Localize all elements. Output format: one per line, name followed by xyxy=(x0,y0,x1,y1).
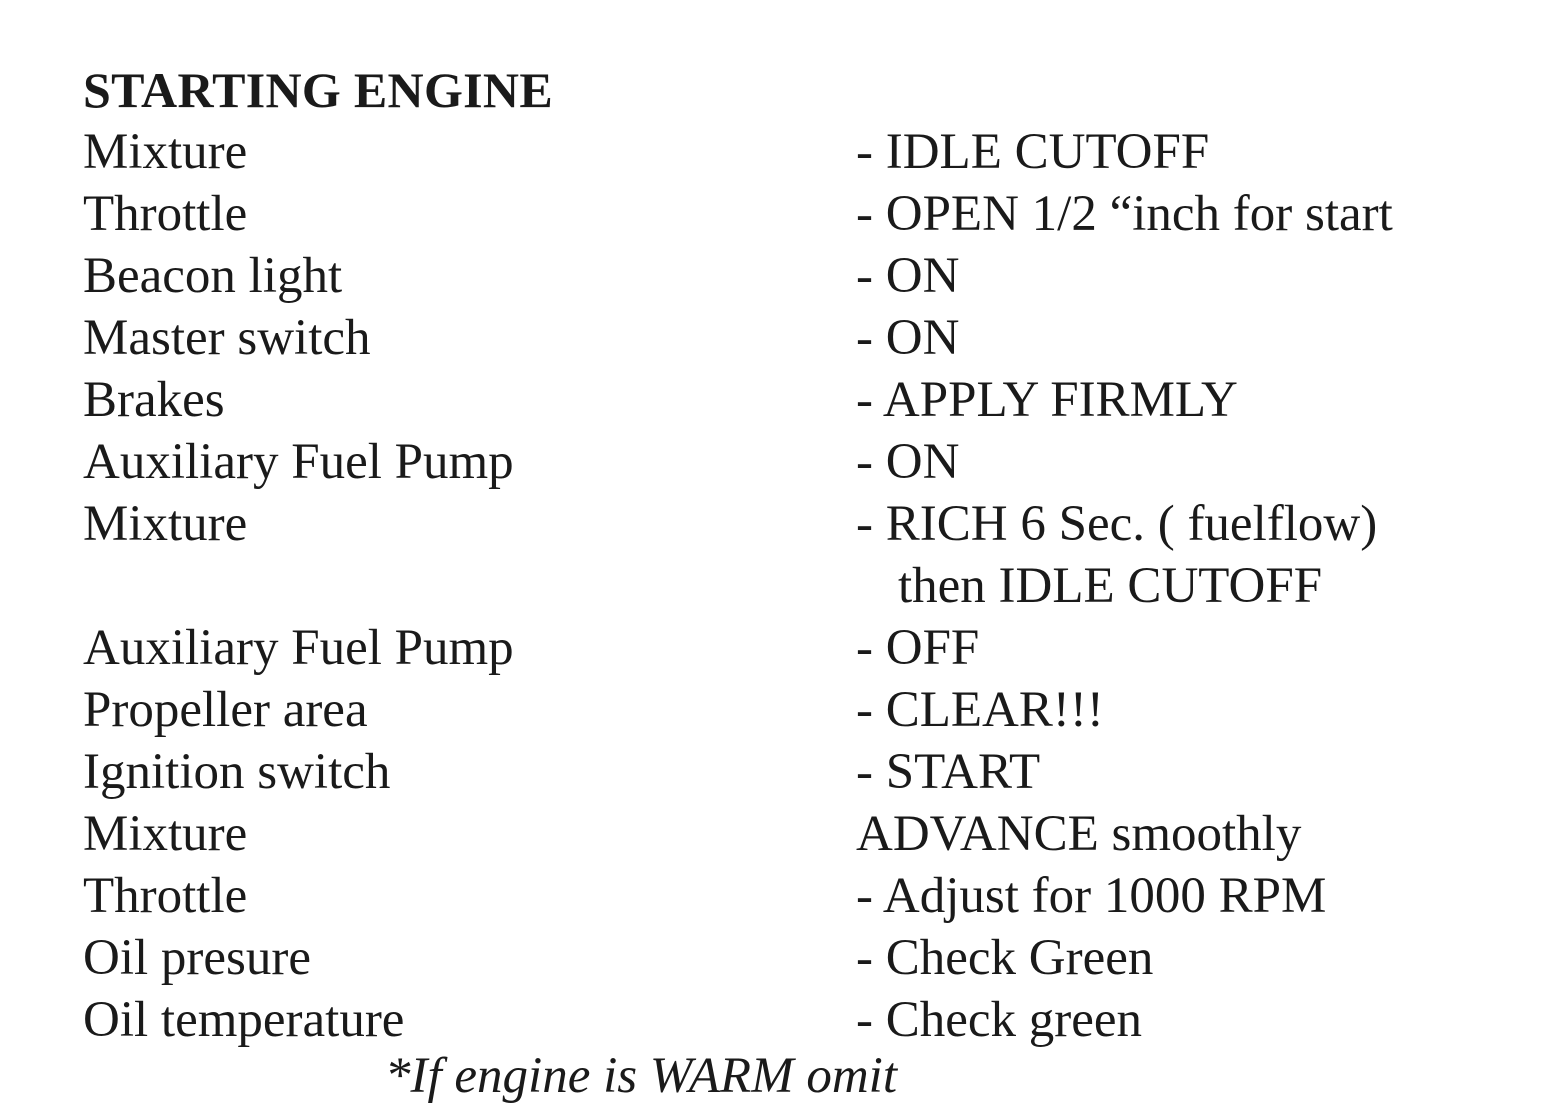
checklist-row xyxy=(83,617,1543,679)
checklist-row xyxy=(83,989,1543,1051)
checklist-row xyxy=(83,245,1543,307)
checklist-action: - ON xyxy=(856,248,960,304)
checklist-item: Auxiliary Fuel Pump xyxy=(83,434,514,490)
starting-engine-checklist xyxy=(83,121,1543,1051)
checklist-action: - OFF xyxy=(856,620,980,676)
checklist-item: Auxiliary Fuel Pump xyxy=(83,620,514,676)
checklist-action: - OPEN 1/2 “inch for start xyxy=(856,186,1393,242)
checklist-action: - APPLY FIRMLY xyxy=(856,372,1238,428)
checklist-row xyxy=(83,803,1543,865)
checklist-item: Mixture xyxy=(83,806,248,862)
checklist-row xyxy=(83,121,1543,183)
checklist-item: Mixture xyxy=(83,124,248,180)
checklist-item: Beacon light xyxy=(83,248,343,304)
checklist-row xyxy=(83,369,1543,431)
checklist-item: Oil presure xyxy=(83,930,312,986)
checklist-row xyxy=(83,679,1543,741)
checklist-action-continuation: then IDLE CUTOFF xyxy=(898,558,1323,614)
section-title: STARTING ENGINE xyxy=(83,62,553,118)
checklist-row xyxy=(83,927,1543,989)
checklist-item: Throttle xyxy=(83,186,248,242)
checklist-item: Ignition switch xyxy=(83,744,391,800)
checklist-item: Oil temperature xyxy=(83,992,405,1048)
checklist-item: Mixture xyxy=(83,496,248,552)
checklist-row xyxy=(83,493,1543,617)
checklist-item: Master switch xyxy=(83,310,371,366)
checklist-item: Brakes xyxy=(83,372,225,428)
checklist-action: - START xyxy=(856,744,1041,800)
checklist-row xyxy=(83,865,1543,927)
checklist-item: Propeller area xyxy=(83,682,368,738)
checklist-action: ADVANCE smoothly xyxy=(856,806,1302,862)
checklist-row xyxy=(83,183,1543,245)
checklist-action: - IDLE CUTOFF xyxy=(856,124,1210,180)
checklist-action: - CLEAR!!! xyxy=(856,682,1104,738)
checklist-action: - ON xyxy=(856,310,960,366)
checklist-action xyxy=(856,493,1377,617)
warm-engine-note: *If engine is WARM omit xyxy=(385,1048,897,1104)
checklist-action: - Check green xyxy=(856,992,1143,1048)
checklist-item: Throttle xyxy=(83,868,248,924)
checklist-row xyxy=(83,431,1543,493)
checklist-action: - Check Green xyxy=(856,930,1154,986)
checklist-row xyxy=(83,307,1543,369)
checklist-action: - Adjust for 1000 RPM xyxy=(856,868,1327,924)
checklist-action-line: - RICH 6 Sec. ( fuelflow) xyxy=(856,496,1378,552)
checklist-row xyxy=(83,741,1543,803)
checklist-action: - ON xyxy=(856,434,960,490)
